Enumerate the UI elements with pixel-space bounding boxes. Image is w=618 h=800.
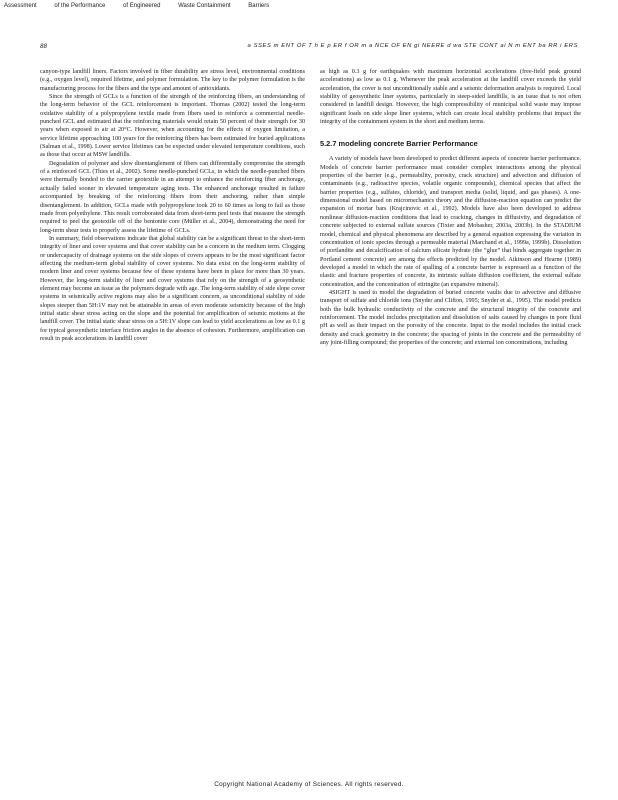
top-bar-item: Assessment bbox=[4, 3, 37, 9]
top-bar-item: Waste Containment bbox=[178, 3, 231, 9]
paragraph: In summary, field observations indicate that global stability can be a significant threat to the short-term integrity of liner and cover systems and that cover stability can be a concern in the medium term. Clogging or undercapacity of drainage systems on the side slopes of covers appears to be the most significant factor affecting the medium-term global stability of cover systems. No data exist on the long-term stability of modern liner and cover systems because few of these systems have been in place for more than 30 years. However, the long-term stability of liner and cover systems that rely on the strength of a geosynthetic element may become an issue as the polymers degrade with age. The long-term stability of side slope cover systems in seismically active regions may also be a significant concern, as unconditional stability of side slopes steeper than 5H:1V may not be attainable in areas of even moderate seismicity because of the high initial static shear stress acting on the slope and the potential for amplification of seismic motions at the landfill cover. The initial static shear stress on a 5H:1V slope can lead to yield accelerations as low as 0.1 g for typical geosynthetic interface friction angles in the absence of cohesion. Furthermore, amplification can result in peak accelerations in landfill cover bbox=[40, 235, 305, 342]
paragraph: 4SIGHT is used to model the degradation of buried concrete vaults due to advective and diffusive transport of sulfate and chloride ions (Snyder and Clifton, 1995; Snyder et al., 1995). The model predicts both the bulk hydraulic conductivity of the concrete and the structural integrity of the concrete and reinforcement. The model includes precipitation and dissolution of salts caused by changes in pore fluid pH as well as their impact on the porosity of the concrete. Input to the model includes the initial crack density and crack geometry in the concrete; the spacing of joints in the concrete and the permeability of any joint-filling compound; the properties of the concrete; and external ion concentrations, including bbox=[320, 289, 581, 346]
running-head: a SSES m ENT OF T h E p ER f OR m a NCE OF EN gi NEERE d wa STE CONT ai N m ENT ba RR i ERS bbox=[247, 43, 578, 49]
section-heading: 5.2.7 modeling concrete Barrier Performance bbox=[320, 139, 478, 149]
top-bar-item: of the Performance bbox=[54, 3, 106, 9]
copyright-footer: Copyright National Academy of Sciences. All rights reserved. bbox=[214, 781, 404, 788]
paragraph: A variety of models have been developed to predict different aspects of concrete barrier performance. Models of concrete barrier performance must consider complex interactions among the physical properties of the barrier (e.g., permeability, porosity, crack structure) and advection and diffusion of contaminants (e.g., radioactive species, volatile organic compounds), chemical species that affect the barrier properties (e.g., sulfates, chloride), and transport media (solid, liquid, and gas phases). A one-dimensional model based on micromechanics theory and the diffusion-reaction equation can predict the expansion of mortar bars (Krajcinovic et al., 1992). Models have also been developed to address nonlinear diffusion-reaction conditions that lead to cracking, changes in diffusivity, and degradation of concrete subjected to external sulfate sources (Tixier and Mobasher, 2003a, 2003b). In the STADIUM model, chemical and physical phenomena are described by a general equation expressing the variation in concentration of ionic species through a permeable material (Marchand et al., 1999a, 1999b). Dissolution of portlandite and decalcification of calcium silicate hydrate (the “glue” that binds aggregate together in Portland cement concrete) are among the effects predicted by the model. Atkinson and Hearne (1989) developed a model in which the rate of spalling of a concrete barrier is expressed as a function of the elastic and fracture properties of concrete, its intrinsic sulfate diffusion coefficient, the external sulfate concentration, and the concentration of ettringite (an expansive mineral). bbox=[320, 156, 581, 288]
left-column bbox=[40, 68, 305, 343]
paragraph: Degradation of polymer and slow disentanglement of fibers can differentially compromise the strength of a reinforced GCL (Thies et al., 2002). Some needle-punched GCLs, in which the needle-punched fibers were thermally bonded to the carrier geotextile in an attempt to enhance the reinforcing fiber anchorage, actually failed sooner in elevated temperature aging tests. The enhanced anchorage resulted in failure accompanied by breaking of the reinforcing fibers from their anchoring, rather than simple disentanglement. In addition, GCLs made with polypropylene took 20 to 60 times as long to fail as those made from polyethylene. This result corroborated data from short-term peel tests that measure the strength required to peel the geotextile off of the bentonite core (Müller et al., 2004), demonstrating the need for long-term shear tests to properly assess the lifetime of GCLs. bbox=[40, 160, 305, 234]
top-bar-item: Barriers bbox=[248, 3, 270, 9]
paragraph: as high as 0.3 g for earthquakes with maximum horizontal accelerations (free-field peak ground accelerations) as low as 0.1 g. Whenever the peak acceleration at the landfill cover exceeds the yield acceleration, the cover is not unconditionally stable and a seismic deformation analysis is required. Local stability of geosynthetic liner systems, particularly in steep-sided landfills, is an issue that is not often considered in landfill design. However, the high compressibility of municipal solid waste may impose significant loads on side slope liner systems, which can create local stability problems that impact the integrity of the containment system in the short and medium terms. bbox=[320, 69, 581, 126]
top-bar-item: of Engineered bbox=[123, 3, 161, 9]
right-column bbox=[320, 68, 581, 347]
page-number: 88 bbox=[40, 43, 47, 50]
paragraph: Since the strength of GCLs is a function of the strength of the reinforcing fibers, an understanding of the long-term behavior of the GCL reinforcement is important. Thomas (2002) tested the long-term oxidative stability of a polypropylene textile made from fibers used to reinforce a commercial needle-punched GCL and estimated that the reinforcing materials would retain 50 percent of their strength for 30 years when exposed to air at 20°C. However, when accounting for the effects of oxygen limitation, a service lifetime approaching 100 years for the reinforcing fibers has been estimated for buried applications (Salman et al., 1998). Lower service lifetimes can be expected under elevated temperature conditions, such as those that occur at MSW landfills. bbox=[40, 94, 305, 159]
paragraph: canyon-type landfill liners. Factors involved in fiber durability are stress level, environmental conditions (e.g., oxygen level), required lifetime, and polymer formulation. The key to the polymer formulation is the manufacturing process for the fibers and the type and amount of antioxidants. bbox=[40, 69, 305, 92]
top-bar bbox=[4, 3, 604, 9]
